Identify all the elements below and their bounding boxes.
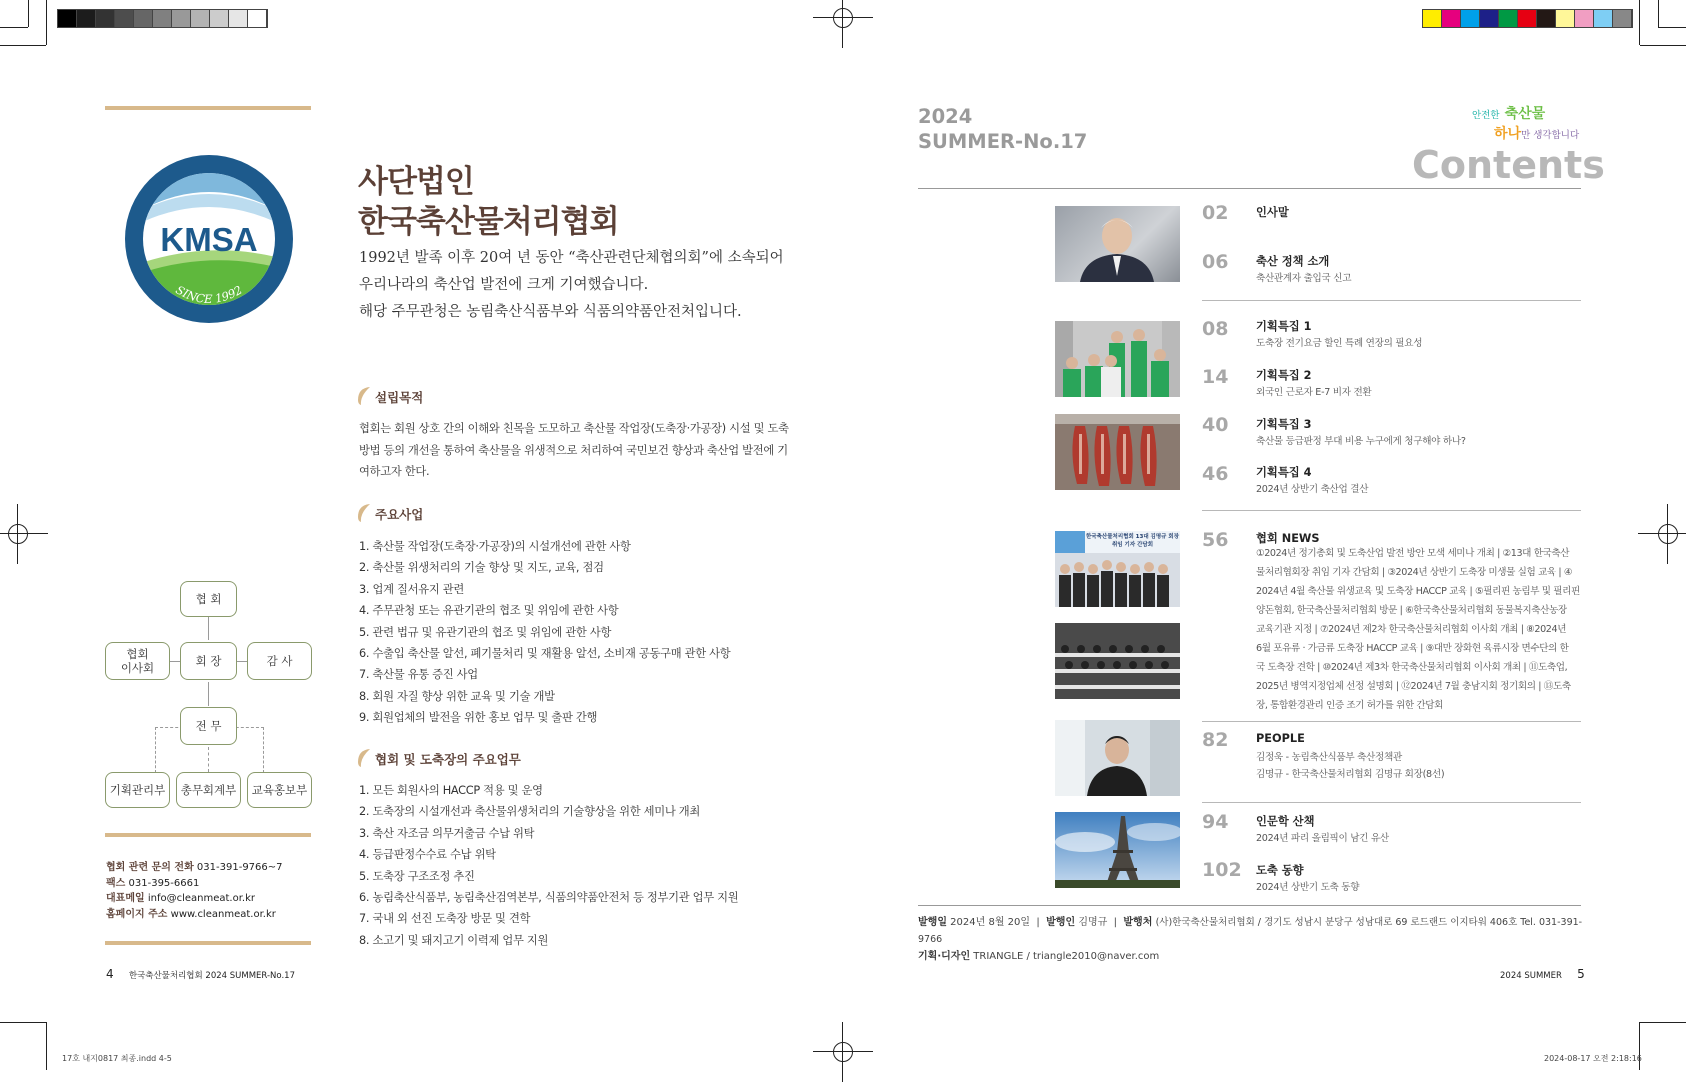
- news-line: ①2024년 정기총회 및 도축산업 발전 방안 모색 세미나 개최 | ②13대 한국축산: [1256, 548, 1570, 559]
- org-title: [358, 162, 619, 242]
- projects-heading: 주요사업: [356, 503, 423, 523]
- toc-divider: [1202, 721, 1581, 722]
- toc-subtitle: 2024년 상반기 축산업 결산: [1256, 484, 1369, 495]
- photo-eiffel: [1055, 812, 1180, 888]
- org-box-board-line2: 이사회: [120, 661, 155, 675]
- toc-page-number: 94: [1202, 811, 1229, 833]
- toc-page-number: 40: [1202, 414, 1229, 436]
- list-item: 9. 회원업체의 발전을 위한 홍보 업무 및 출판 간행: [359, 711, 598, 725]
- list-item: 2. 축산물 위생처리의 기술 향상 및 지도, 교육, 점검: [359, 561, 604, 575]
- org-title-line1: 사단법인: [358, 164, 474, 200]
- leaf-icon: [356, 748, 372, 768]
- list-item: 3. 업계 질서유지 관련: [359, 582, 464, 596]
- list-item: 4. 주무관청 또는 유관기관의 협조 및 위임에 관한 사항: [359, 604, 619, 618]
- right-folio: [1500, 967, 1585, 981]
- toc-page-number: 08: [1202, 318, 1229, 340]
- slogan: [1472, 104, 1579, 144]
- folio-text: 한국축산물처리협회 2024 SUMMER-No.17: [128, 971, 295, 981]
- toc-title: 기획특집 1: [1256, 320, 1312, 333]
- org-box-board: [105, 642, 170, 680]
- toc-title: 기획특집 4: [1256, 466, 1312, 479]
- news-line: 국 도축장 견학 | ⑩2024년 제3차 한국축산물처리협회 이사회 개최 | ⑪도축업,: [1256, 662, 1568, 673]
- news-line: 장, 통합환경관리 인증 조기 허가를 위한 간담회: [1256, 700, 1444, 711]
- contact-phone: 협회 관련 문의 전화 031-391-9766~7: [106, 862, 283, 873]
- toc-page-number: 46: [1202, 463, 1229, 485]
- colophon: [918, 914, 1588, 965]
- news-line: 양돈협회, 한국축산물처리협회 방문 | ⑥한국축산물처리협회 동물복지축산농장: [1256, 605, 1567, 616]
- photo-workers: [1055, 321, 1180, 397]
- org-box-president: 회 장: [180, 642, 237, 680]
- photo-portrait: [1055, 206, 1180, 282]
- slogan-word: 축산물: [1504, 106, 1546, 122]
- list-item: 8. 소고기 및 돼지고기 이력제 업무 지원: [359, 933, 549, 947]
- photo-press-conference: [1055, 531, 1180, 607]
- org-title-line2: 한국축산물처리협회: [358, 204, 619, 240]
- news-line: 6월 포유류 · 가금류 도축장 HACCP 교육 | ⑨대만 장화현 육류시장 면수단의 한: [1256, 643, 1569, 654]
- list-item: 2. 도축장의 시설개선과 축산물위생처리의 기술향상을 위한 세미나 개최: [359, 805, 700, 819]
- top-rule: [105, 106, 311, 110]
- org-box-executive: 전 무: [180, 707, 237, 745]
- list-item: 1. 모든 회원사의 HACCP 적용 및 운영: [359, 784, 543, 797]
- toc-title: 협회 NEWS: [1256, 532, 1320, 545]
- photo-seminar: [1055, 623, 1180, 699]
- grayscale-swatches: [57, 9, 268, 28]
- slogan-word: 만 생각합니다: [1521, 130, 1580, 141]
- colophon-line1: 발행일 2024년 8월 20일 | 발행인 김명규 | 발행처 (사)한국축산물처리협회 / 경기도 성남시 분당구 성남대로 69 로드랜드 이지타워 406호 Tel. 031-391-9766: [918, 917, 1583, 945]
- toc-divider: [1202, 802, 1581, 803]
- leaf-icon: [356, 386, 372, 406]
- leaf-icon: [356, 503, 372, 523]
- list-item: 5. 관련 법규 및 유관기관의 협조 및 위임에 관한 사항: [359, 625, 612, 639]
- logo-since: SINCE 1992: [173, 282, 245, 307]
- news-list: [1256, 544, 1591, 715]
- toc-page-number: 14: [1202, 366, 1229, 388]
- projects-list: [359, 536, 730, 729]
- left-folio: [106, 967, 295, 981]
- slogan-word: 하나: [1494, 126, 1522, 142]
- issue-name: SUMMER-No.17: [918, 130, 1088, 153]
- list-item: 1. 축산물 작업장(도축장·가공장)의 시설개선에 관한 사항: [359, 540, 631, 553]
- toc-divider: [1202, 300, 1581, 301]
- contact-web: 홈페이지 주소 www.cleanmeat.or.kr: [106, 908, 276, 920]
- org-box-dept-general: 총무회계부: [176, 772, 241, 808]
- contact-fax: 팩스 031-395-6661: [106, 877, 200, 889]
- colophon-line2: 기획·디자인 TRIANGLE / triangle2010@naver.com: [918, 951, 1160, 962]
- slogan-word: 안전한: [1472, 110, 1500, 121]
- toc-subtitle: 2024년 파리 올림픽이 남긴 유산: [1256, 833, 1389, 844]
- intro-line: 해당 주무관청은 농림축산식품부와 식품의약품안전처입니다.: [359, 304, 742, 320]
- intro-text: [359, 245, 784, 326]
- toc-page-number: 06: [1202, 251, 1229, 273]
- color-swatches: [1422, 9, 1633, 28]
- registration-mark: [813, 0, 873, 48]
- slug-date: 2024-08-17 오전 2:18:16: [1544, 1054, 1642, 1063]
- list-item: 7. 축산물 유통 증진 사업: [359, 668, 478, 682]
- slug-file: 17호 내지0817 최종.indd 4-5: [62, 1054, 172, 1063]
- toc-subtitle: 도축장 전기요금 할인 특례 연장의 필요성: [1256, 338, 1423, 349]
- toc-subtitle: 외국인 근로자 E-7 비자 전환: [1256, 387, 1372, 398]
- toc-subtitle: 2024년 상반기 도축 동향: [1256, 882, 1360, 893]
- toc-title: 도축 동향: [1256, 864, 1304, 877]
- toc-divider: [1202, 510, 1581, 511]
- contact-bottom-rule: [105, 941, 311, 945]
- footer-rule: [918, 905, 1581, 906]
- purpose-heading: 설립목적: [356, 386, 423, 406]
- list-item: 3. 축산 자조금 의무거출금 수납 위탁: [359, 826, 535, 840]
- photo-banner-text: 한국축산물처리협회 13대 김명규 회장 취임 기자 간담회: [1085, 534, 1180, 548]
- duties-list: [359, 780, 738, 951]
- news-line: 2024년 4월 축산물 위생교육 및 도축장 HACCP 교육 | ⑤필리핀 농림부 및 필리핀: [1256, 586, 1580, 597]
- duties-heading: 협회 및 도축장의 주요업무: [356, 748, 521, 768]
- list-item: 8. 회원 자질 향상 위한 교육 및 기술 개발: [359, 689, 555, 703]
- photo-people: [1055, 720, 1180, 796]
- toc-page-number: 102: [1202, 859, 1242, 881]
- toc-subtitle: 김정욱 - 농림축산식품부 축산정책관: [1256, 752, 1402, 763]
- toc-subtitle: 김명규 - 한국축산물처리협회 김명규 회장(8선): [1256, 769, 1445, 780]
- purpose-line: 여하고자 한다.: [359, 465, 430, 478]
- registration-mark: [0, 504, 48, 564]
- header-rule: [918, 188, 1581, 189]
- toc-title: 기획특집 2: [1256, 369, 1312, 382]
- news-line: 물처리협회장 취임 기자 간담회 | ③2024년 상반기 도축장 미생물 실험 교육 | ④: [1256, 567, 1573, 578]
- contact-email: 대표메일 info@cleanmeat.or.kr: [106, 893, 255, 904]
- org-box-dept-planning: 기획관리부: [105, 772, 170, 808]
- toc-title: PEOPLE: [1256, 732, 1305, 745]
- org-box-auditor: 감 사: [247, 642, 312, 680]
- toc-title: 인사말: [1256, 206, 1289, 219]
- toc-page-number: 56: [1202, 529, 1229, 551]
- toc-title: 기획특집 3: [1256, 418, 1312, 431]
- issue-label: [918, 104, 1087, 154]
- toc-page-number: 02: [1202, 202, 1229, 224]
- contact-block: [106, 860, 283, 922]
- org-box-board-line1: 협회: [126, 647, 149, 661]
- issue-year: 2024: [918, 105, 973, 128]
- page-number: 5: [1577, 967, 1585, 981]
- contents-title: Contents: [1412, 143, 1605, 187]
- list-item: 5. 도축장 구조조정 추진: [359, 869, 475, 883]
- list-item: 6. 농림축산식품부, 농림축산검역본부, 식품의약품안전처 등 정부기관 업무 지원: [359, 891, 739, 905]
- purpose-body: [359, 418, 789, 483]
- folio-text: 2024 SUMMER: [1500, 971, 1562, 981]
- intro-line: 1992년 발족 이후 20여 년 동안 “축산관련단체협의회”에 소속되어: [359, 250, 784, 266]
- contact-top-rule: [105, 833, 311, 837]
- toc-title: 인문학 산책: [1256, 815, 1315, 828]
- list-item: 7. 국내 외 선진 도축장 방문 및 견학: [359, 912, 531, 926]
- toc-title: 축산 정책 소개: [1256, 255, 1330, 268]
- kmsa-logo: [124, 154, 294, 324]
- toc-page-number: 82: [1202, 729, 1229, 751]
- purpose-line: 방법 등의 개선을 통하여 축산물을 위생적으로 처리하여 국민보건 향상과 축산업 발전에 기: [359, 443, 788, 457]
- photo-carcass: [1055, 414, 1180, 490]
- registration-mark: [1638, 504, 1686, 564]
- purpose-line: 협회는 회원 상호 간의 이해와 친목을 도모하고 축산물 작업장(도축장·가공장) 시설 및 도축: [359, 422, 789, 435]
- org-box-assembly: 협 회: [180, 581, 237, 617]
- intro-line: 우리나라의 축산업 발전에 크게 기여했습니다.: [359, 277, 649, 293]
- logo-text: KMSA: [160, 221, 258, 258]
- toc-subtitle: 축산관계자 출입국 신고: [1256, 273, 1352, 284]
- list-item: 6. 수출입 축산물 알선, 폐기물처리 및 재활용 알선, 소비재 공동구매 관한 사항: [359, 647, 731, 661]
- news-line: 교육기관 지정 | ⑦2024년 제2차 한국축산물처리협회 이사회 개최 | ⑧2024년: [1256, 624, 1567, 635]
- registration-mark: [813, 1022, 873, 1082]
- page-number: 4: [106, 967, 114, 981]
- news-line: 2025년 병역지정업체 선정 설명회 | ⑫2024년 7월 충남지회 정기회의 | ⑬도축: [1256, 681, 1571, 692]
- org-box-dept-education: 교육홍보부: [247, 772, 312, 808]
- list-item: 4. 등급판정수수료 수납 위탁: [359, 848, 496, 862]
- toc-subtitle: 축산물 등급판정 부대 비용 누구에게 청구해야 하나?: [1256, 436, 1466, 447]
